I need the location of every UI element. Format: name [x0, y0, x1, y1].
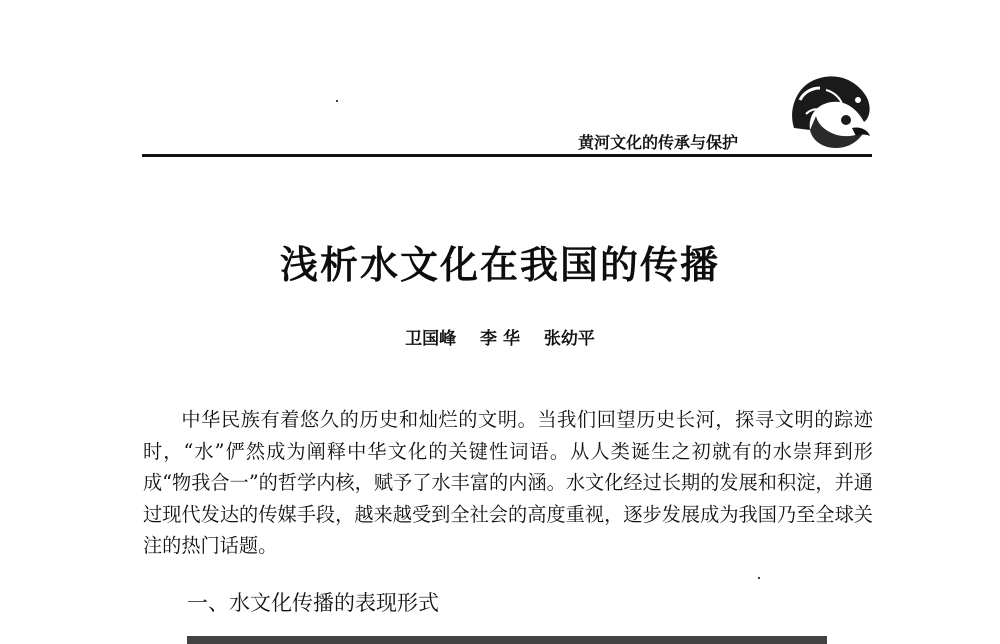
body-paragraph: 中华民族有着悠久的历史和灿烂的文明。当我们回望历史长河，探寻文明的踪迹时，“水”俨然成为阐释中华文化的关键性词语。从人类诞生之初就有的水崇拜到形成“物我合一”的哲学内核，赋予了水丰富的内涵。水文化经过长期的发展和积淀，并通过现代发达的传媒手段，越来越受到全社会的高度重视，逐步发展成为我国乃至全球关注的热门话题。: [143, 408, 873, 557]
author-name: 李 华: [480, 329, 520, 349]
scan-speck: [336, 100, 338, 102]
section-header: 黄河文化的传承与保护: [578, 133, 739, 152]
section-heading: 一、水文化传播的表现形式: [187, 591, 439, 615]
author-list: [0, 324, 1000, 349]
header-rule: [142, 154, 872, 157]
author-name: 张幼平: [543, 329, 595, 349]
article-title: 浅析水文化在我国的传播: [279, 242, 720, 287]
cutoff-text-line: [143, 630, 873, 644]
scan-speck: [758, 577, 760, 579]
yellow-river-emblem-icon: [786, 70, 876, 152]
author-name: 卫国峰: [405, 329, 457, 349]
